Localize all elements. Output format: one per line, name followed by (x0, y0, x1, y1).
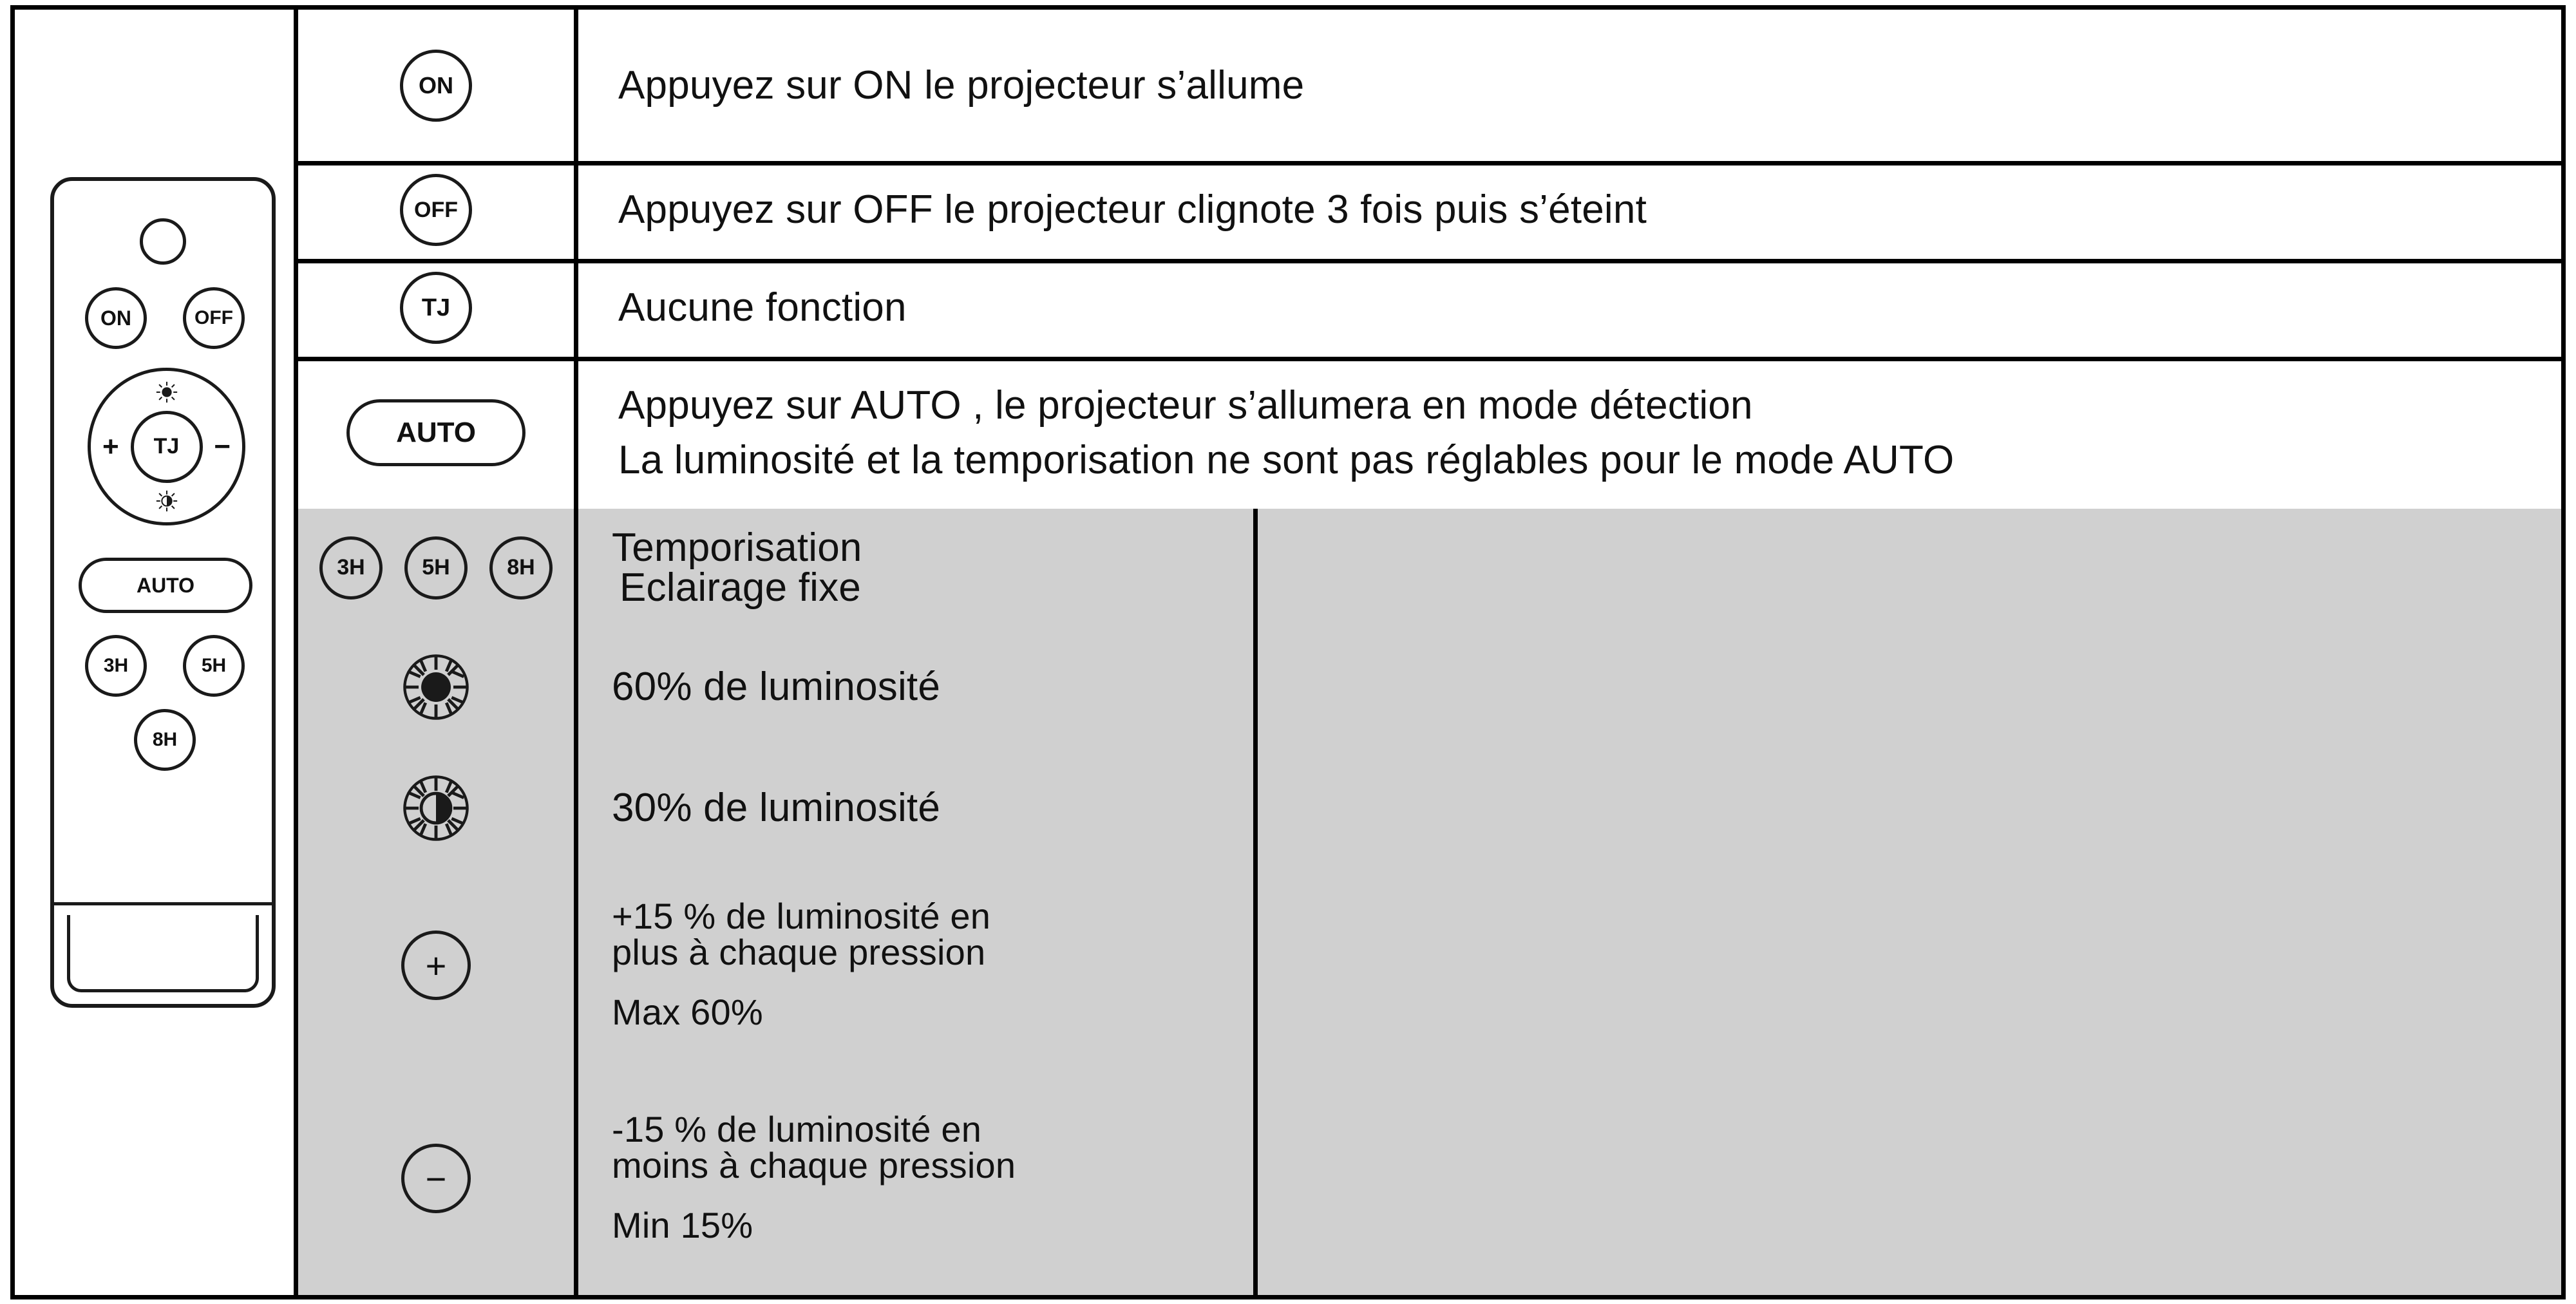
remote-column (15, 10, 298, 1295)
3h-icon-label: 3H (337, 555, 365, 580)
remote-3h-label: 3H (103, 655, 129, 676)
minus-icon-label: − (425, 1158, 447, 1199)
remote-tj-label: TJ (153, 434, 180, 458)
row-text-cell (578, 10, 2561, 161)
row-icon-cell (298, 869, 578, 1062)
table-row (298, 161, 2561, 259)
row-text-cell (578, 1062, 1258, 1295)
timer-icons-group (319, 536, 553, 600)
plus-button-icon (401, 931, 471, 1000)
8h-button-icon (489, 536, 553, 600)
row-icon-cell (298, 161, 578, 259)
remote-off-label: OFF (194, 307, 233, 328)
off-icon-label: OFF (414, 197, 458, 222)
row-text-line: plus à chaque pression (612, 931, 986, 972)
remote-seam-divider (54, 902, 272, 905)
row-text-line: -15 % de luminosité en (612, 1108, 982, 1149)
table-row (298, 869, 2561, 1062)
remote-dial[interactable] (88, 368, 245, 525)
remote-8h-label: 8H (152, 729, 178, 750)
remote-auto-label: AUTO (136, 573, 195, 597)
diagram-frame (10, 5, 2566, 1299)
table-row (298, 509, 2561, 627)
row-text-line: +15 % de luminosité en (612, 895, 991, 936)
auto-icon-label: AUTO (396, 417, 476, 448)
row-text-cell (578, 869, 1258, 1062)
remote-off-button[interactable] (183, 287, 245, 349)
3h-button-icon (319, 536, 383, 600)
remote-minus-button[interactable]: − (214, 430, 231, 462)
row-icon-cell (298, 748, 578, 869)
row-icon-cell (298, 509, 578, 627)
remote-plus-button[interactable]: + (102, 430, 119, 462)
off-button-icon (400, 174, 472, 246)
row-text-line: Max 60% (612, 991, 763, 1032)
sun-dim-icon (156, 490, 178, 512)
row-text-cell (578, 509, 1258, 627)
row-icon-cell (298, 259, 578, 357)
row-text-cell (578, 748, 1258, 869)
row-text-line: 30% de luminosité (612, 786, 941, 831)
row-text-cell (578, 357, 2561, 509)
plus-icon-label: + (425, 945, 447, 986)
table-row (298, 748, 2561, 869)
remote-battery-cover (67, 915, 259, 992)
row-text-line: Eclairage fixe (620, 565, 861, 610)
row-text-line: moins à chaque pression (612, 1144, 1016, 1186)
table-row (298, 357, 2561, 509)
tj-icon-label: TJ (421, 294, 451, 321)
row-icon-cell (298, 627, 578, 748)
row-icon-cell (298, 10, 578, 161)
table-row (298, 259, 2561, 357)
row-text-line: Appuyez sur OFF le projecteur clignote 3 fois puis s’éteint (618, 187, 1647, 232)
remote-8h-button[interactable] (134, 709, 196, 771)
row-text-line: Appuyez sur AUTO , le projecteur s’allumera en mode détection (618, 383, 1753, 428)
row-text-cell (578, 627, 1258, 748)
remote-5h-label: 5H (201, 655, 227, 676)
row-text-cell (578, 259, 2561, 357)
function-table (298, 10, 2561, 1295)
row-text-line: Appuyez sur ON le projecteur s’allume (618, 62, 1305, 108)
row-text-line: Temporisation (612, 525, 862, 570)
remote-control (50, 177, 276, 1008)
remote-on-button[interactable] (85, 287, 147, 349)
minus-button-icon (401, 1144, 471, 1213)
row-icon-cell (298, 1062, 578, 1295)
on-button-icon (400, 50, 472, 122)
sun-bright-icon (401, 652, 471, 722)
row-text-line: La luminosité et la temporisation ne sont pas réglables pour le mode AUTO (618, 438, 1955, 482)
table-row (298, 627, 2561, 748)
row-icon-cell (298, 357, 578, 509)
row-text-cell (578, 161, 2561, 259)
5h-button-icon (404, 536, 468, 600)
on-icon-label: ON (419, 71, 453, 99)
sun-dim-icon (401, 773, 471, 843)
remote-tj-button[interactable] (131, 411, 203, 483)
row-text-line: Min 15% (612, 1204, 753, 1245)
remote-ir-lens-icon (140, 218, 186, 265)
row-text-line: 60% de luminosité (612, 665, 941, 710)
remote-auto-button[interactable] (79, 558, 252, 613)
remote-on-label: ON (100, 306, 131, 330)
sun-bright-icon (156, 381, 178, 403)
table-row (298, 1062, 2561, 1295)
remote-3h-button[interactable] (85, 635, 147, 697)
remote-5h-button[interactable] (183, 635, 245, 697)
5h-icon-label: 5H (422, 555, 450, 580)
table-row (298, 10, 2561, 161)
8h-icon-label: 8H (507, 555, 535, 580)
row-text-line: Aucune fonction (618, 285, 907, 330)
auto-button-icon (346, 399, 526, 466)
tj-button-icon (400, 272, 472, 344)
